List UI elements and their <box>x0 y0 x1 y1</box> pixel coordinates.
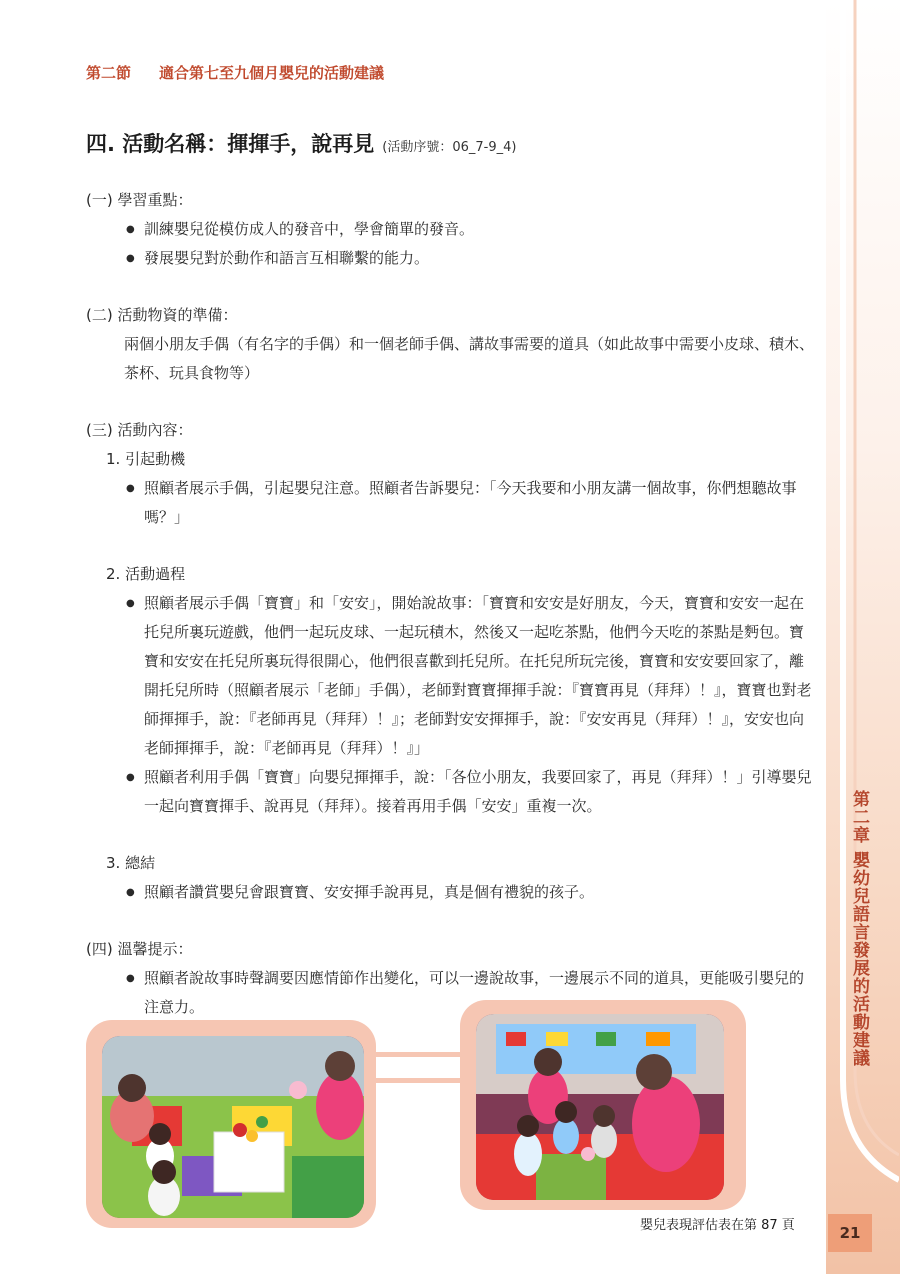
frame-connector <box>376 1052 460 1057</box>
step-heading: 3. 總結 <box>106 854 156 872</box>
list-item: ● 照顧者利用手偶「寶寶」向嬰兒揮揮手，說：「各位小朋友，我要回家了，再見（拜拜）！」引導嬰兒一起向寶寶揮手、說再見（拜拜）。接着再用手偶「安安」重複一次。 <box>86 763 818 821</box>
chapter-label: 第二章 嬰幼兒語言發展的活動建議 <box>849 790 869 1067</box>
list-item: ● 照顧者說故事時聲調要因應情節作出變化，可以一邊說故事，一邊展示不同的道具，更能吸引嬰兒的注意力。 <box>86 964 818 1022</box>
list-item: ● 訓練嬰兒從模仿成人的發音中，學會簡單的發音。 <box>86 215 818 244</box>
list-item: ● 照顧者展示手偶，引起嬰兒注意。照顧者告訴嬰兒：「今天我要和小朋友講一個故事，你們想聽故事嗎？」 <box>86 474 818 532</box>
activity-title: 四. 活動名稱：揮揮手，說再見 <box>86 132 375 156</box>
content-heading: (三) 活動內容： <box>86 421 193 439</box>
section-heading <box>86 62 384 83</box>
tips-heading: (四) 溫馨提示： <box>86 940 193 958</box>
photo-illustration <box>476 1014 724 1200</box>
activity-title-row <box>86 128 517 158</box>
list-item: ● 照顧者讚賞嬰兒會跟寶寶、安安揮手說再見，真是個有禮貌的孩子。 <box>86 878 818 907</box>
photo-illustration <box>102 1036 364 1218</box>
list-item: ● 照顧者展示手偶「寶寶」和「安安」，開始說故事：「寶寶和安安是好朋友，今天，寶寶和安安一起在托兒所裏玩遊戲，他們一起玩皮球、一起玩積木，然後又一起吃茶點，他們今天吃的茶點是麪包。寶寶和安安在托兒所裏玩得很開心，他們很喜歡到托兒所。在托兒所玩完後，寶寶和安安要回家了，離開托兒所時（照顧者展示「老師」手偶），老師對寶寶揮揮手說：『寶寶再見（拜拜）！』，寶寶也對老師揮揮手，說：『老師再見（拜拜）！』；老師對安安揮揮手，說：『安安再見（拜拜）！』，安安也向老師揮揮手，說：『老師再見（拜拜）！』」 <box>86 589 818 763</box>
materials-text: 兩個小朋友手偶（有名字的手偶）和一個老師手偶、講故事需要的道具（如此故事中需要小皮球、積木、茶杯、玩具食物等） <box>124 335 815 382</box>
document-body <box>86 186 818 1022</box>
section-number: 第二節 <box>86 64 132 82</box>
activity-serial: (活動序號：06_7-9_4) <box>382 140 517 155</box>
section-title: 適合第七至九個月嬰兒的活動建議 <box>159 64 385 82</box>
materials-heading: (二) 活動物資的準備： <box>86 306 238 324</box>
step-heading: 2. 活動過程 <box>106 565 186 583</box>
assessment-note: 嬰兒表現評估表在第 87 頁 <box>640 1218 795 1233</box>
learning-focus-heading: (一) 學習重點： <box>86 191 193 209</box>
photo-puppet-wave <box>476 1014 724 1200</box>
photo-puppet-play-mat <box>102 1036 364 1218</box>
page-number: 21 <box>828 1214 872 1252</box>
step-heading: 1. 引起動機 <box>106 450 186 468</box>
frame-connector <box>376 1078 460 1083</box>
list-item: ● 發展嬰兒對於動作和語言互相聯繫的能力。 <box>86 244 818 273</box>
